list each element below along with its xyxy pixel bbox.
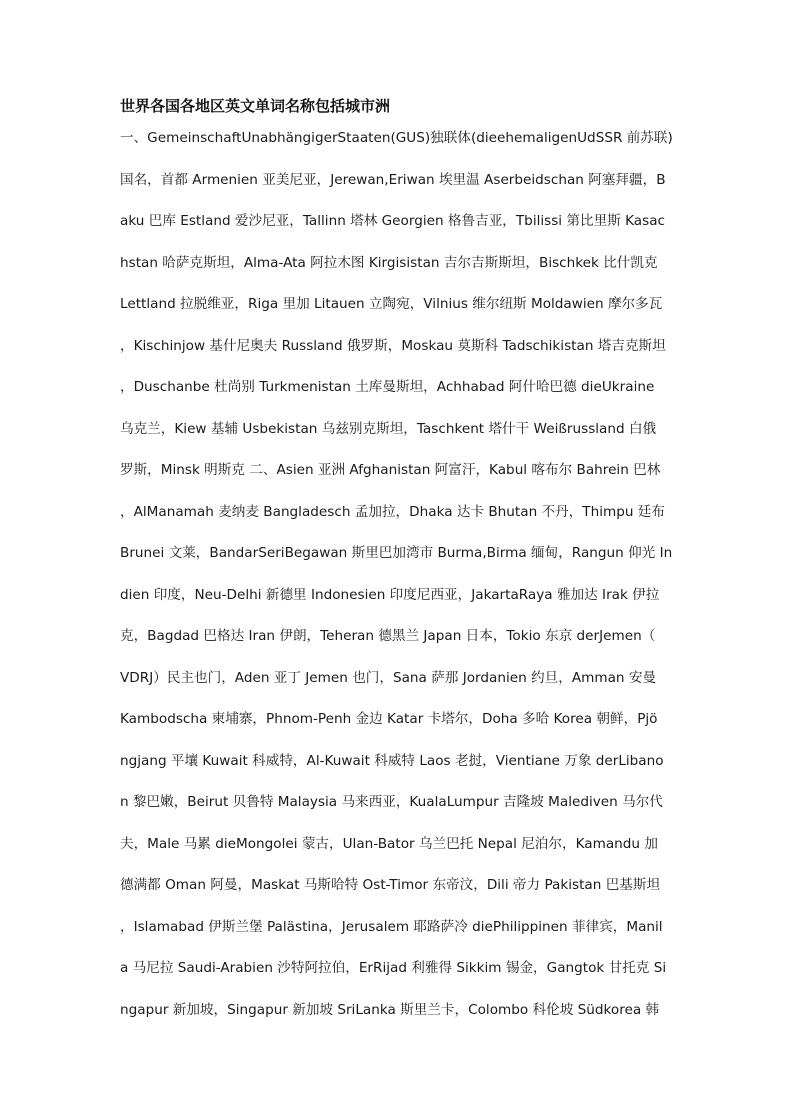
document-line: Lettland 拉脱维亚，Riga 里加 Litauen 立陶宛，Vilnius 维尔纽斯 Moldawien 摩尔多瓦 <box>120 296 663 312</box>
document-line: 一、GemeinschaftUnabhängigerStaaten(GUS)独联体(dieehemaligenUdSSR 前苏联) <box>120 130 673 146</box>
document-line: VDRJ）民主也门，Aden 亚丁 Jemen 也门，Sana 萨那 Jordanien 约旦，Amman 安曼 <box>120 669 657 686</box>
document-line: ngapur 新加坡，Singapur 新加坡 SriLanka 斯里兰卡，Colombo 科伦坡 Südkorea 韩 <box>120 1001 660 1018</box>
document-line: n 黎巴嫩，Beirut 贝鲁特 Malaysia 马来西亚，KualaLumpur 吉隆坡 Malediven 马尔代 <box>120 794 663 810</box>
document-line: ，Islamabad 伊斯兰堡 Palästina，Jerusalem 耶路萨冷 diePhilippinen 菲律宾，Manil <box>120 918 663 935</box>
document-line: ，AlManamah 麦纳麦 Bangladesch 孟加拉，Dhaka 达卡 Bhutan 不丹，Thimpu 廷布 <box>120 503 665 520</box>
document-line: ，Duschanbe 杜尚别 Turkmenistan 土库曼斯坦，Achhabad 阿什哈巴德 dieUkraine <box>120 379 655 395</box>
document-line: 乌克兰，Kiew 基辅 Usbekistan 乌兹别克斯坦，Taschkent 塔什干 Weißrussland 白俄 <box>120 420 657 437</box>
document-line: aku 巴库 Estland 爱沙尼亚，Tallinn 塔林 Georgien 格鲁吉亚，Tbilissi 第比里斯 Kasac <box>120 213 665 229</box>
document-line: ，Kischinjow 基什尼奥夫 Russland 俄罗斯，Moskau 莫斯科 Tadschikistan 塔吉克斯坦 <box>120 337 666 354</box>
document-line: 克，Bagdad 巴格达 Iran 伊朗，Teheran 德黑兰 Japan 日本，Tokio 东京 derJemen（ <box>120 628 656 644</box>
document-line: hstan 哈萨克斯坦，Alma-Ata 阿拉木图 Kirgisistan 吉尔吉斯斯坦，Bischkek 比什凯克 <box>120 254 658 271</box>
document-line: 罗斯，Minsk 明斯克 二、Asien 亚洲 Afghanistan 阿富汗，Kabul 喀布尔 Bahrein 巴林 <box>120 462 661 478</box>
document-line: a 马尼拉 Saudi-Arabien 沙特阿拉伯，ErRijad 利雅得 Sikkim 锡金，Gangtok 甘托克 Si <box>120 960 667 976</box>
document-line: ngjang 平壤 Kuwait 科威特，Al-Kuwait 科威特 Laos 老挝，Vientiane 万象 derLibano <box>120 752 664 769</box>
document-line: 国名，首都 Armenien 亚美尼亚，Jerewan,Eriwan 埃里温 Aserbeidschan 阿塞拜疆，B <box>120 171 666 188</box>
document-line: 夫，Male 马累 dieMongolei 蒙古，Ulan-Bator 乌兰巴托 Nepal 尼泊尔，Kamandu 加 <box>120 835 658 852</box>
document-line: Kambodscha 柬埔寨，Phnom-Penh 金边 Katar 卡塔尔，Doha 多哈 Korea 朝鲜，Pjö <box>120 711 658 727</box>
document-title: 世界各国各地区英文单词名称包括城市洲 <box>120 97 391 115</box>
document-line: 德满都 Oman 阿曼，Maskat 马斯哈特 Ost-Timor 东帝汶，Dili 帝力 Pakistan 巴基斯坦 <box>120 877 661 893</box>
document-line: dien 印度，Neu-Delhi 新德里 Indonesien 印度尼西亚，JakartaRaya 雅加达 Irak 伊拉 <box>120 586 660 603</box>
document-line: Brunei 文莱，BandarSeriBegawan 斯里巴加湾市 Burma,Birma 缅甸，Rangun 仰光 In <box>120 545 673 561</box>
